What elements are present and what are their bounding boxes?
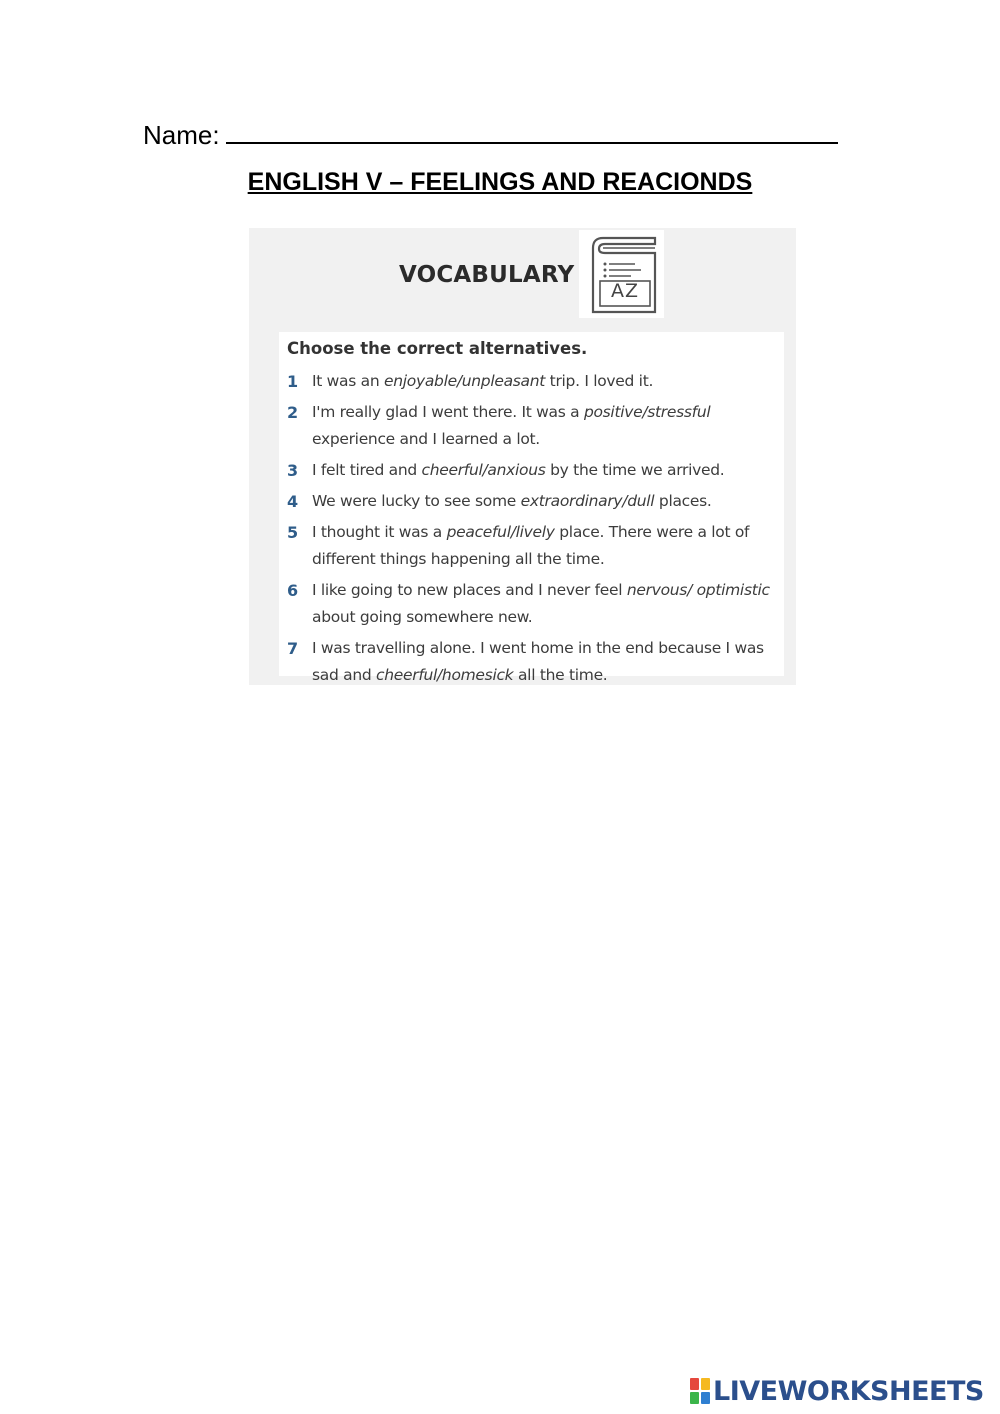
item-options[interactable]: enjoyable/unpleasant: [384, 372, 546, 390]
exercise-item: [287, 519, 782, 573]
liveworksheets-logo-icon: [690, 1378, 710, 1404]
exercise-item: [287, 399, 782, 453]
name-blank-line[interactable]: [226, 116, 838, 144]
exercise-item: [287, 488, 782, 515]
az-label: AZ: [610, 280, 639, 302]
exercise-panel: [279, 332, 784, 684]
item-number: 2: [287, 403, 299, 422]
exercise-item: [287, 635, 782, 689]
item-sentence: I thought it was a peaceful/lively place. There were a lot of different things happening all the time.: [312, 523, 750, 568]
item-options[interactable]: peaceful/lively: [446, 523, 555, 541]
item-options[interactable]: positive/stressful: [583, 403, 711, 421]
book-az-icon: [579, 230, 664, 318]
item-options[interactable]: cheerful/homesick: [376, 666, 514, 684]
item-sentence: I felt tired and cheerful/anxious by the time we arrived.: [312, 461, 725, 479]
name-field-row: [143, 116, 838, 153]
item-number: 5: [287, 523, 299, 542]
exercise-item: [287, 368, 782, 395]
logo-text: LIVEWORKSHEETS: [713, 1375, 984, 1407]
item-sentence: I like going to new places and I never feel nervous/ optimistic about going somewhere new.: [312, 581, 770, 626]
name-label: Name:: [143, 120, 220, 150]
item-number: 3: [287, 461, 299, 480]
item-options[interactable]: extraordinary/dull: [520, 492, 655, 510]
item-number: 4: [287, 492, 299, 511]
item-sentence: I'm really glad I went there. It was a positive/stressful experience and I learned a lot.: [312, 403, 711, 448]
worksheet-title: ENGLISH V – FEELINGS AND REACIONDS: [247, 168, 753, 196]
exercise-items: [287, 368, 782, 693]
item-sentence: I was travelling alone. I went home in the end because I was sad and cheerful/homesick all the time.: [312, 639, 764, 684]
exercise-item: [287, 457, 782, 484]
item-options[interactable]: nervous/ optimistic: [626, 581, 770, 599]
item-sentence: It was an enjoyable/unpleasant trip. I loved it.: [312, 372, 654, 390]
vocabulary-exercise-image: [249, 228, 796, 685]
vocabulary-heading: VOCABULARY: [399, 262, 575, 288]
item-sentence: We were lucky to see some extraordinary/dull places.: [312, 492, 712, 510]
liveworksheets-logo: [690, 1374, 984, 1408]
exercise-instruction: Choose the correct alternatives.: [287, 339, 588, 358]
exercise-item: [287, 577, 782, 631]
item-options[interactable]: cheerful/anxious: [421, 461, 546, 479]
item-number: 6: [287, 581, 299, 600]
item-number: 7: [287, 639, 299, 658]
item-number: 1: [287, 372, 299, 391]
